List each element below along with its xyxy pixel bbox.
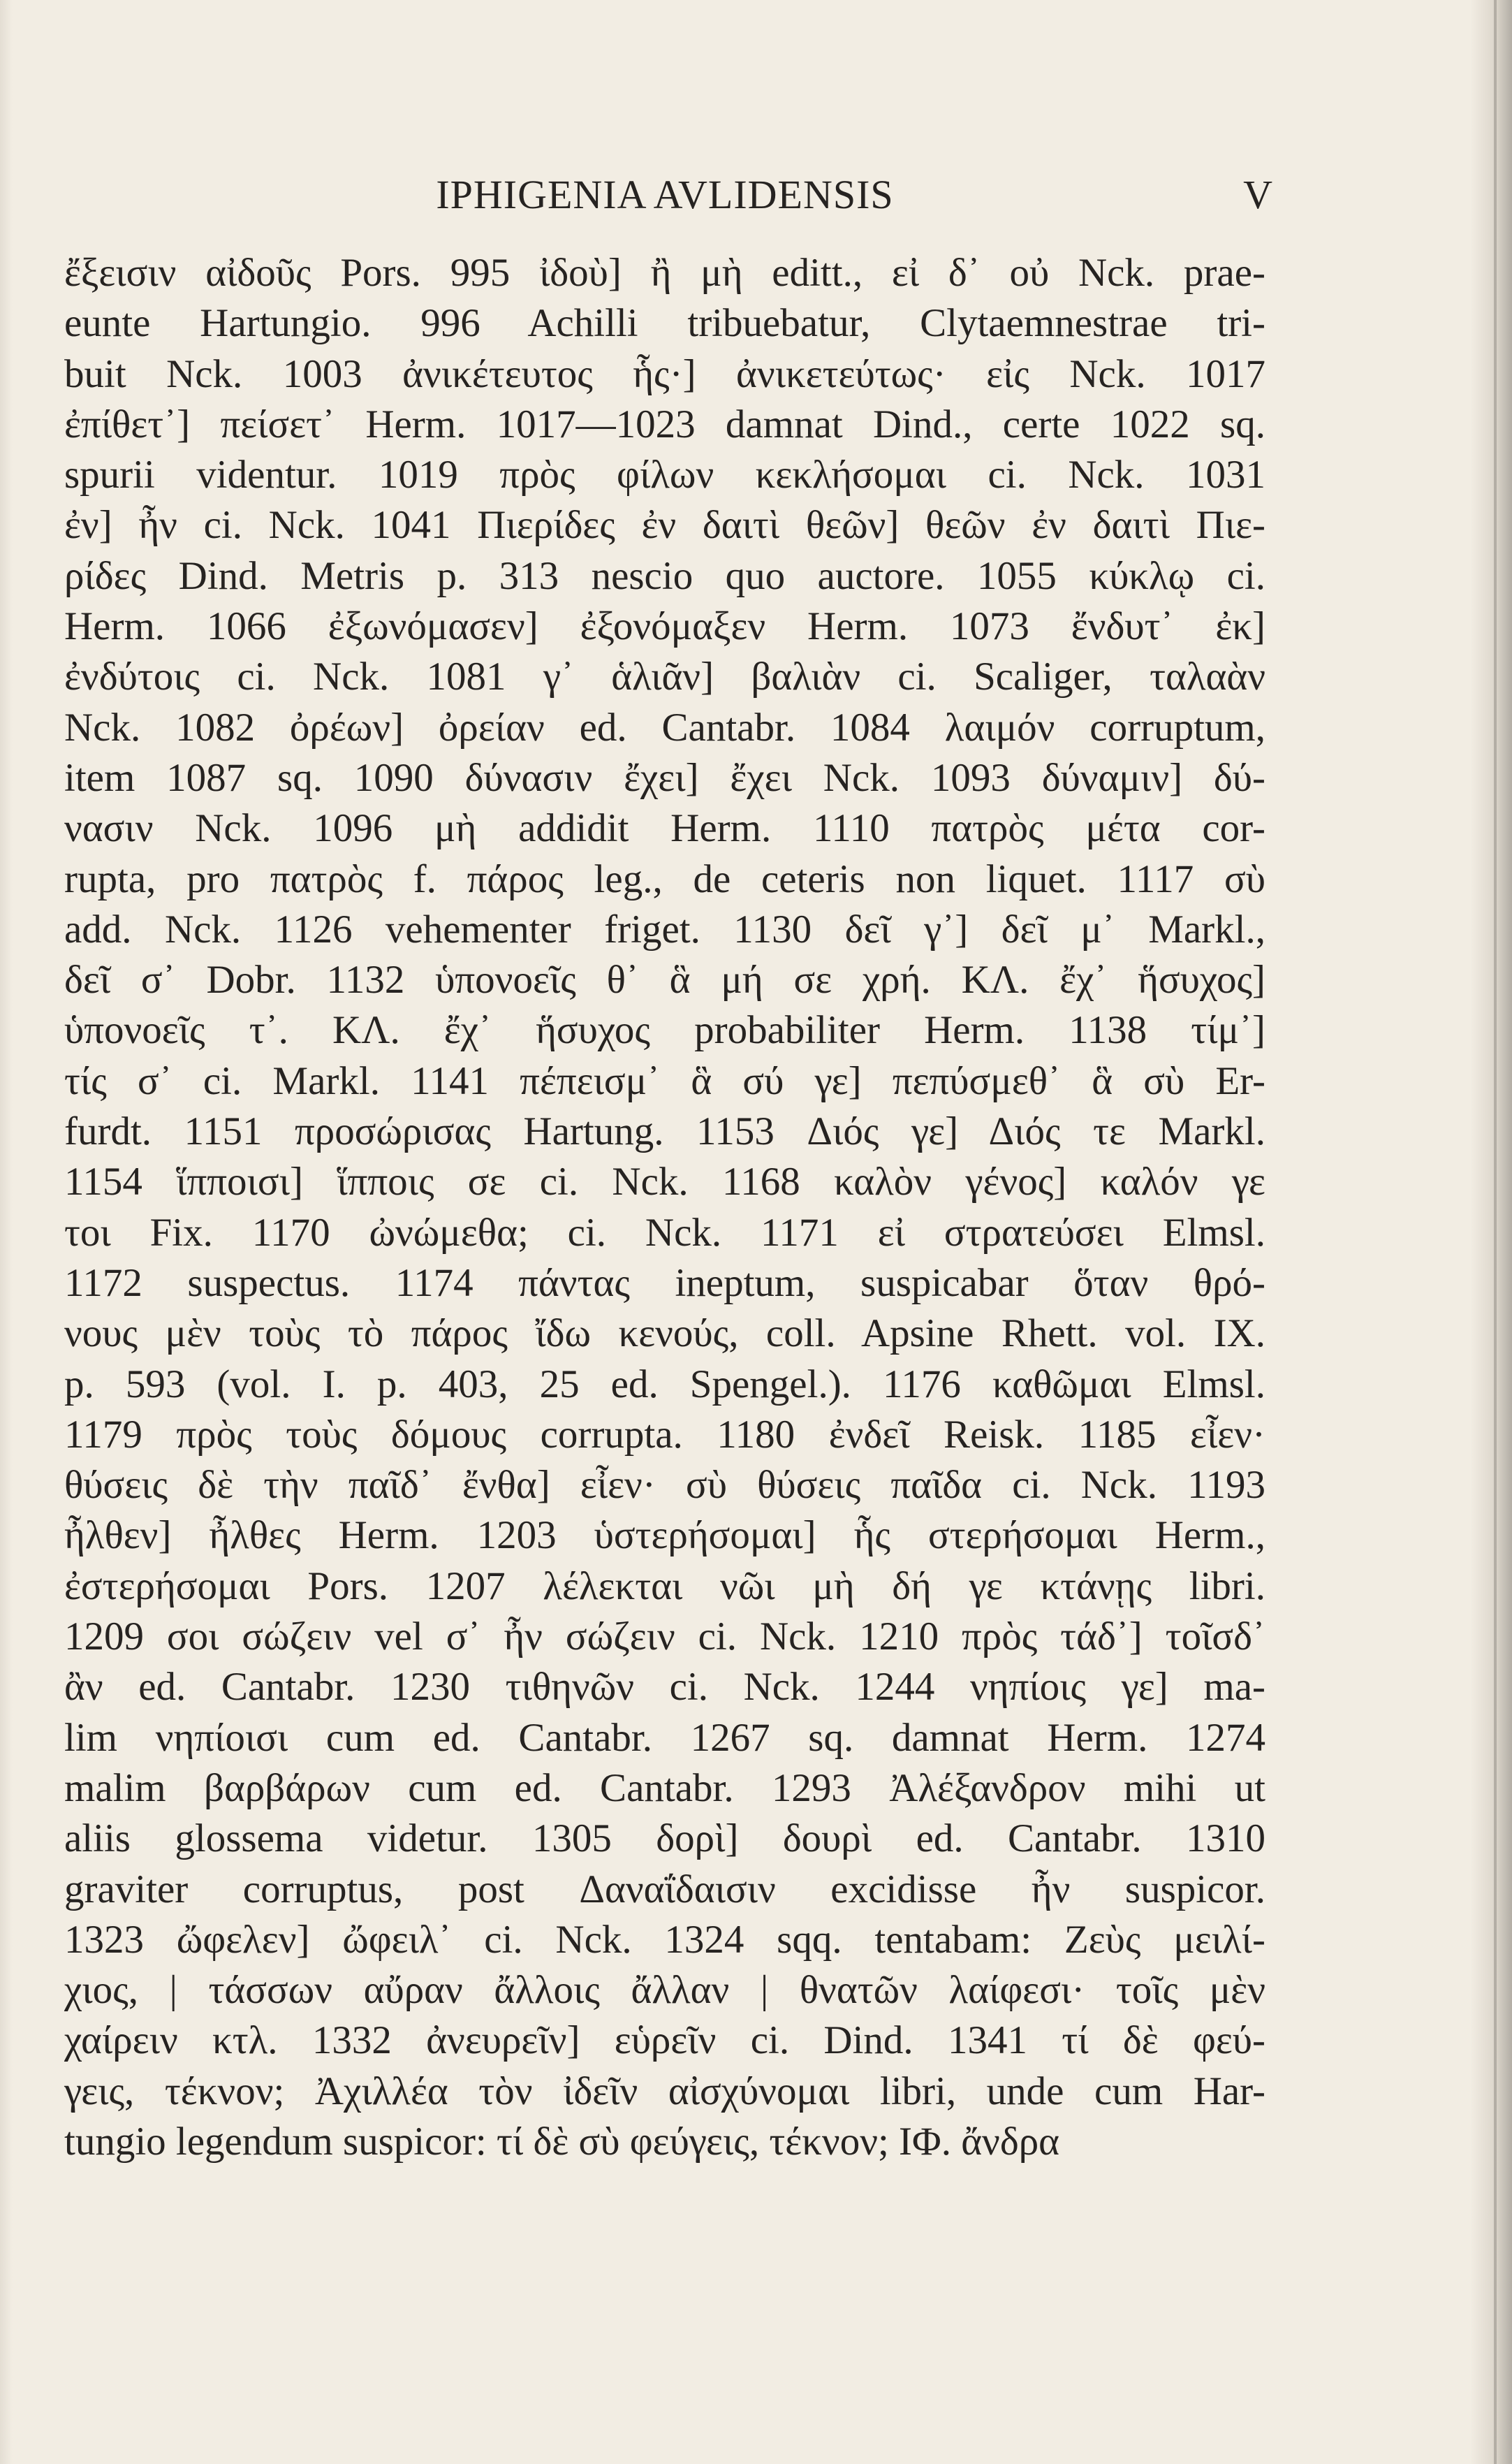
page-number: V bbox=[1243, 172, 1272, 217]
text-line: aliis glossema videtur. 1305 δορὶ] δουρὶ ed. Cantabr. 1310 bbox=[64, 1816, 1265, 1861]
running-title: IPHIGENIA AVLIDENSIS bbox=[436, 172, 894, 217]
text-line: νους μὲν τοὺς τὸ πάρος ἴδω κενούς, coll. Apsine Rhett. vol. IX. bbox=[64, 1311, 1265, 1356]
text-line: θύσεις δὲ τὴν παῖδ᾽ ἔνθα] εἶεν· σὺ θύσεις παῖδα ci. Nck. 1193 bbox=[64, 1463, 1265, 1508]
text-line: tungio legendum suspicor: τί δὲ σὺ φεύγεις, τέκνον; ΙΦ. ἄνδρα bbox=[64, 2119, 1059, 2164]
text-line: ἦλθεν] ἦλθες Herm. 1203 ὑστερήσομαι] ἧς στερήσομαι Herm., bbox=[64, 1513, 1265, 1558]
text-line: γεις, τέκνον; Ἀχιλλέα τὸν ἰδεῖν αἰσχύνομαι libri, unde cum Har- bbox=[64, 2069, 1265, 2113]
text-line: τίς σ᾽ ci. Markl. 1141 πέπεισμ᾽ ἃ σύ γε] πεπύσμεθ᾽ ἃ σὺ Er- bbox=[64, 1058, 1265, 1103]
text-line: ἔξεισιν αἰδοῦς Pors. 995 ἰδοὺ] ἢ μὴ editt., εἰ δ᾽ οὐ Nck. prae- bbox=[64, 251, 1265, 295]
text-line: 1172 suspectus. 1174 πάντας ineptum, suspicabar ὅταν θρό- bbox=[64, 1260, 1265, 1305]
text-line: νασιν Nck. 1096 μὴ addidit Herm. 1110 πατρὸς μέτα cor- bbox=[64, 806, 1265, 851]
page-edge-shadow bbox=[1470, 0, 1512, 2464]
text-line: item 1087 sq. 1090 δύνασιν ἔχει] ἔχει Nck. 1093 δύναμιν] δύ- bbox=[64, 755, 1265, 800]
page-gutter-shadow bbox=[0, 0, 13, 2464]
text-line: ἂν ed. Cantabr. 1230 τιθηνῶν ci. Nck. 1244 νηπίοις γε] ma- bbox=[64, 1665, 1265, 1710]
text-line: rupta, pro πατρὸς f. πάρος leg., de ceteris non liquet. 1117 σὺ bbox=[64, 856, 1265, 901]
text-line: eunte Hartungio. 996 Achilli tribuebatur, Clytaemnestrae tri- bbox=[64, 301, 1265, 346]
text-line: spurii videntur. 1019 πρὸς φίλων κεκλήσομαι ci. Nck. 1031 bbox=[64, 453, 1265, 497]
text-line: ἐπίθετ᾽] πείσετ᾽ Herm. 1017—1023 damnat Dind., certe 1022 sq. bbox=[64, 402, 1265, 446]
text-line: 1154 ἵπποισι] ἵπποις σε ci. Nck. 1168 καλὸν γένος] καλόν γε bbox=[64, 1160, 1265, 1204]
text-line: Nck. 1082 ὀρέων] ὀρείαν ed. Cantabr. 1084 λαιμόν corruptum, bbox=[64, 705, 1265, 750]
critical-apparatus bbox=[64, 248, 1265, 2167]
text-line: malim βαρβάρων cum ed. Cantabr. 1293 Ἀλέξανδρον mihi ut bbox=[64, 1765, 1265, 1810]
text-line: buit Nck. 1003 ἀνικέτευτος ἧς·] ἀνικετεύτως· εἰς Nck. 1017 bbox=[64, 351, 1265, 396]
book-page bbox=[64, 157, 1272, 2167]
running-head bbox=[64, 157, 1272, 220]
text-line: Herm. 1066 ἐξωνόμασεν] ἐξονόμαξεν Herm. 1073 ἔνδυτ᾽ ἐκ] bbox=[64, 604, 1265, 649]
text-line: add. Nck. 1126 vehementer friget. 1130 δεῖ γ᾽] δεῖ μ᾽ Markl., bbox=[64, 907, 1265, 952]
text-line: p. 593 (vol. I. p. 403, 25 ed. Spengel.). 1176 καθῶμαι Elmsl. bbox=[64, 1362, 1265, 1406]
text-line: δεῖ σ᾽ Dobr. 1132 ὑπονοεῖς θ᾽ ἃ μή σε χρή. ΚΛ. ἔχ᾽ ἥσυχος] bbox=[64, 958, 1265, 1003]
text-line: lim νηπίοισι cum ed. Cantabr. 1267 sq. damnat Herm. 1274 bbox=[64, 1715, 1265, 1760]
text-line: ἐνδύτοις ci. Nck. 1081 γ᾽ ἁλιᾶν] βαλιὰν ci. Scaliger, ταλαὰν bbox=[64, 655, 1265, 699]
text-line: ὑπονοεῖς τ᾽. ΚΛ. ἔχ᾽ ἥσυχος probabiliter Herm. 1138 τίμ᾽] bbox=[64, 1008, 1265, 1053]
text-line: τοι Fix. 1170 ὠνώμεθα; ci. Nck. 1171 εἰ στρατεύσει Elmsl. bbox=[64, 1210, 1265, 1255]
text-line: 1179 πρὸς τοὺς δόμους corrupta. 1180 ἐνδεῖ Reisk. 1185 εἶεν· bbox=[64, 1412, 1265, 1457]
text-line: ρίδες Dind. Metris p. 313 nescio quo auctore. 1055 κύκλῳ ci. bbox=[64, 553, 1265, 598]
text-line: graviter corruptus, post Δαναΐδαισιν excidisse ἦν suspicor. bbox=[64, 1867, 1265, 1911]
text-line: furdt. 1151 προσώρισας Hartung. 1153 Διός γε] Διός τε Markl. bbox=[64, 1109, 1265, 1154]
page-edge-line bbox=[1494, 0, 1497, 2464]
text-line: 1209 σοι σώζειν vel σ᾽ ἦν σώζειν ci. Nck. 1210 πρὸς τάδ᾽] τοῖσδ᾽ bbox=[64, 1614, 1265, 1659]
text-line: 1323 ὤφελεν] ὤφειλ᾽ ci. Nck. 1324 sqq. tentabam: Ζεὺς μειλί- bbox=[64, 1917, 1265, 1962]
text-line: χιος, | τάσσων αὔραν ἄλλοις ἄλλαν | θνατῶν λαίφεσι· τοῖς μὲν bbox=[64, 1968, 1265, 2013]
text-line: χαίρειν κτλ. 1332 ἀνευρεῖν] εὑρεῖν ci. Dind. 1341 τί δὲ φεύ- bbox=[64, 2018, 1265, 2063]
text-line: ἐστερήσομαι Pors. 1207 λέλεκται νῶι μὴ δή γε κτάνῃς libri. bbox=[64, 1563, 1265, 1608]
text-line: ἐν] ἦν ci. Nck. 1041 Πιερίδες ἐν δαιτὶ θεῶν] θεῶν ἐν δαιτὶ Πιε- bbox=[64, 503, 1265, 548]
